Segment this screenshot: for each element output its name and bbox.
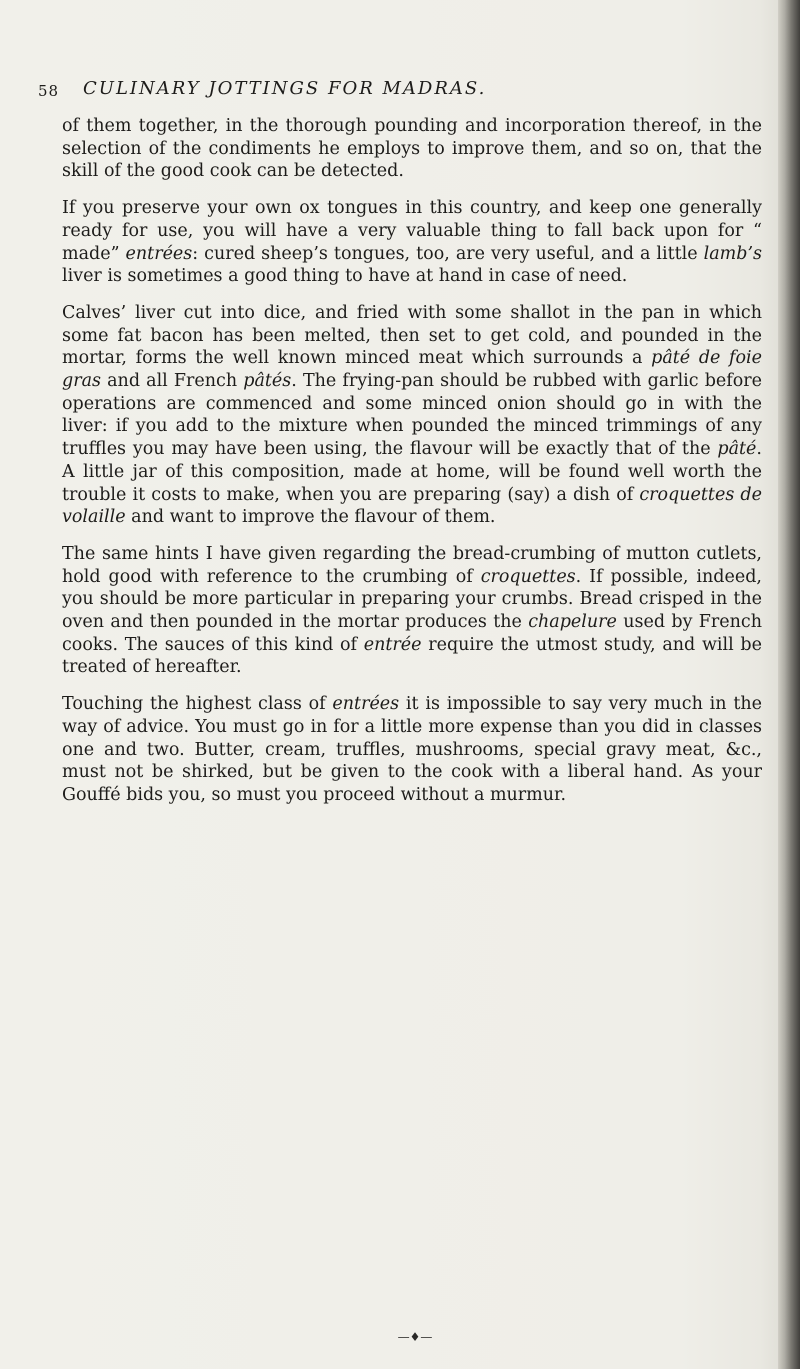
italic-term: pâtés (243, 371, 292, 392)
paragraph (62, 693, 762, 807)
text-run: . The frying-pan should be rubbed with garlic before operations are commenced and some minced onion should go in with the liver: if you add to the mixture when pounded the minced trimmings of any truffles you may have been using, the flavour will be exactly that of the (62, 371, 763, 460)
text-run: Touching the highest class of (62, 694, 333, 715)
text-run: and all French (100, 371, 244, 392)
text-run: require the utmost study, and will be treated of hereafter. (62, 634, 762, 678)
section-ornament: —♦— (397, 1330, 433, 1344)
italic-term: pâté (717, 439, 757, 460)
italic-term: chapelure (528, 612, 617, 633)
text-run: Calves’ liver cut into dice, and fried with some shallot in the pan in which some fat bacon has been melted, then set to get cold, and pounded in the mortar, forms the well known minced meat which surrounds a (62, 302, 762, 369)
page-header (38, 78, 738, 106)
text-run: : cured sheep’s tongues, too, are very useful, and a little (192, 243, 704, 264)
page-number: 58 (38, 82, 60, 100)
paragraph (62, 302, 762, 529)
text-run: liver is sometimes a good thing to have at hand in case of need. (62, 266, 628, 287)
italic-term: croquettes de volaille (62, 484, 762, 528)
paragraph (62, 115, 762, 183)
italic-term: croquettes (480, 566, 576, 587)
paragraph (62, 543, 762, 679)
text-run: . If possible, indeed, you should be more particular in preparing your crumbs. Bread crisped in the oven and then pounded in the mortar produces the (62, 566, 762, 633)
book-spine-shadow (778, 0, 800, 1369)
italic-term: entrée (363, 634, 422, 655)
text-run: used by French cooks. The sauces of this kind of (62, 612, 762, 655)
text-run: If you preserve your own ox tongues in this country, and keep one generally ready for use, you will have a very valuable thing to fall back upon for “ made” (62, 198, 762, 264)
running-title: CULINARY JOTTINGS FOR MADRAS. (83, 78, 487, 99)
paragraph (62, 197, 762, 288)
text-run: of them together, in the thorough pounding and incorporation thereof, in the selection of the condiments he employs to improve them, and so on, that the skill of the good cook can be detected. (62, 116, 762, 182)
text-run: it is impossible to say very much in the way of advice. You must go in for a little more expense than you did in classes one and two. Butter, cream, truffles, mushrooms, special gravy meat, &c., must not be shirked, but be given to the cook with a liberal hand. As your Gouffé bids you, so must you proceed without a murmur. (62, 694, 762, 805)
body-text (62, 115, 762, 821)
italic-term: entrées (125, 243, 193, 264)
italic-term: entrées (332, 694, 400, 715)
text-run: . A little jar of this composition, made at home, will be found well worth the trouble it costs to make, when you are preparing (say) a dish of (62, 439, 762, 505)
italic-term: pâté de foie gras (62, 348, 762, 392)
italic-term: lamb’s (703, 243, 762, 264)
text-run: The same hints I have given regarding the bread-crumbing of mutton cutlets, hold good with reference to the crumbing of (62, 543, 762, 587)
text-run: and want to improve the flavour of them. (125, 507, 496, 528)
